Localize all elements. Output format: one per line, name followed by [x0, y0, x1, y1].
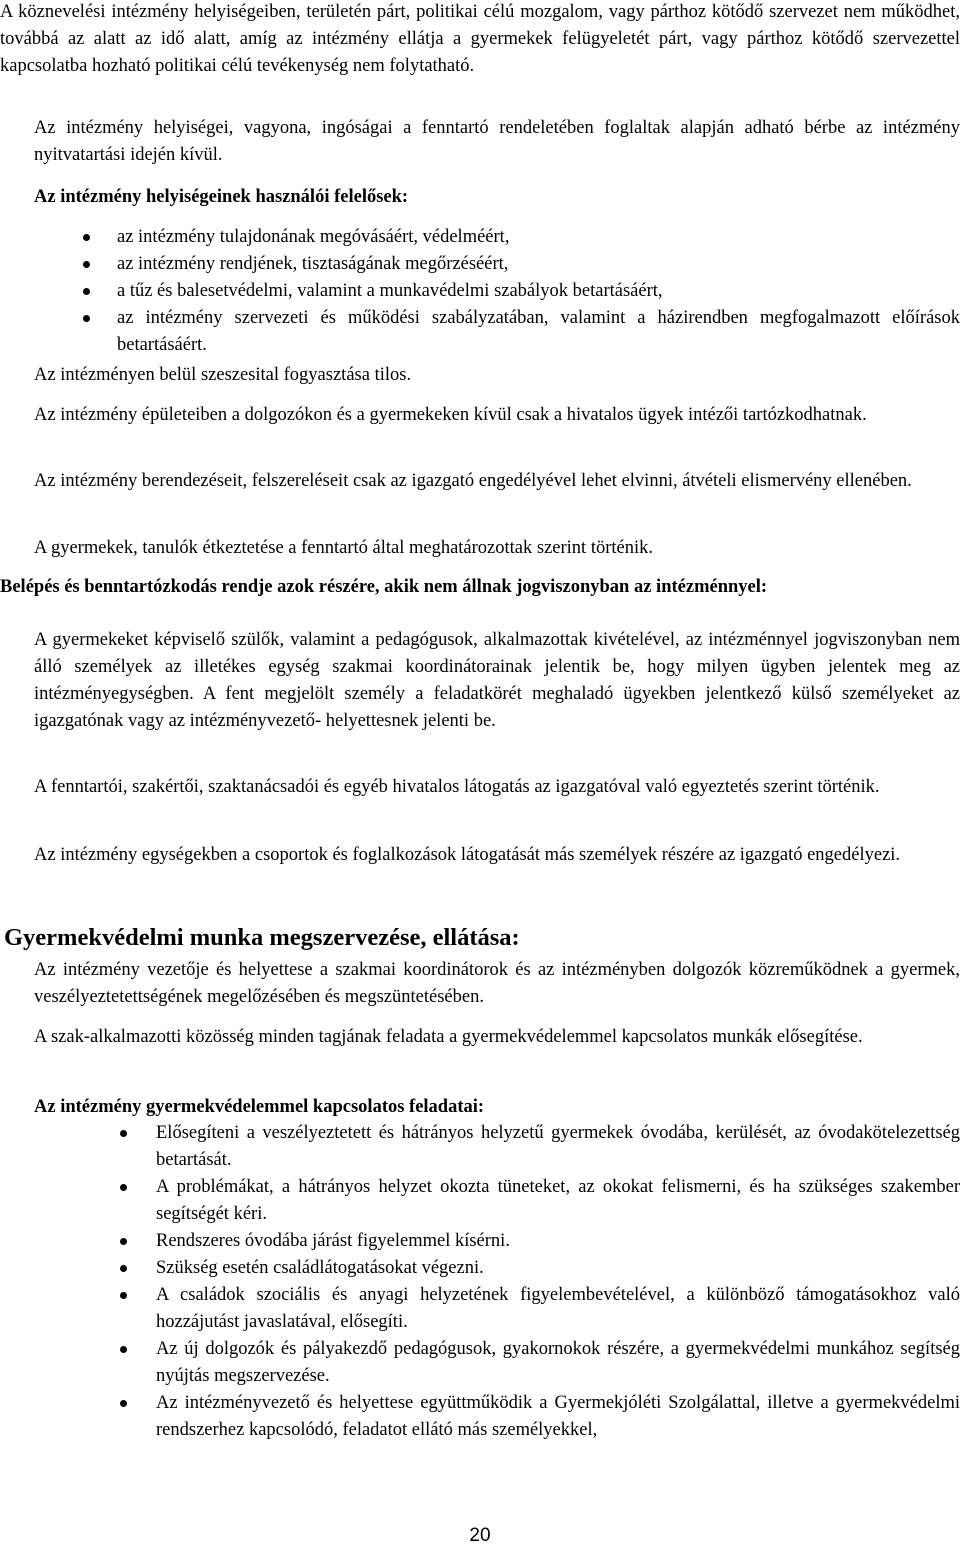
paragraph-visitors: Az intézmény épületeiben a dolgozókon és a gyermekeken kívül csak a hivatalos ügyek intézői tartózkodhatnak. — [34, 405, 867, 425]
list-item: Az intézményvezető és helyettese együttműködik a Gyermekjóléti Szolgálattal, illetve a gyermekvédelmi rendszerhez kapcsolódó, feladatot ellátó más személyekkel, — [0, 1390, 960, 1444]
paragraph-child-protection-leaders: Az intézmény vezetője és helyettese a szakmai koordinátorok és az intézményben dolgozók közreműködnek a gyermek, veszélyeztetettségének megelőzésében és megszüntetésében. — [34, 960, 960, 1007]
list-item: A problémákat, a hátrányos helyzet okozta tüneteket, az okokat felismerni, és ha szükséges szakember segítségét kéri. — [0, 1174, 960, 1228]
child-protection-tasks-list — [0, 1120, 960, 1444]
list-item: az intézmény tulajdonának megóvásáért, védelméért, — [0, 224, 960, 251]
responsibilities-list — [0, 224, 960, 359]
list-item: az intézmény szervezeti és működési szabályzatában, valamint a házirendben megfogalmazott előírások betartásáért. — [0, 305, 960, 359]
heading-users-responsible: Az intézmény helyiségeinek használói felelősek: — [34, 187, 409, 207]
heading-entry-rules: Belépés és benntartózkodás rendje azok részére, akik nem állnak jogviszonyban az intézménnyel: — [0, 577, 768, 597]
list-item: Rendszeres óvodába járást figyelemmel kísérni. — [0, 1228, 960, 1255]
paragraph-non-members: A gyermekeket képviselő szülők, valamint a pedagógusok, alkalmazottak kivételével, az intézménnyel jogviszonyban nem álló személyek az illetékes egység szakmai koordinátorainak jelentik be, hogy milyen ügyben jelentek meg az intézményegységben. A fent megjelölt személy a feladatkörét meghaladó ügyekben jelentkező külső személyeket az igazgatónak vagy az intézményvezető- helyettesnek jelenti be. — [34, 630, 960, 731]
list-item: A családok szociális és anyagi helyzetének figyelembevételével, a különböző támogatásokhoz való hozzájutást javaslatával, elősegíti. — [0, 1282, 960, 1336]
list-item: Szükség esetén családlátogatásokat végezni. — [0, 1255, 960, 1282]
paragraph-equipment: Az intézmény berendezéseit, felszereléseit csak az igazgató engedélyével lehet elvinni, átvételi elismervény ellenében. — [34, 471, 912, 491]
heading-child-protection-tasks: Az intézmény gyermekvédelemmel kapcsolatos feladatai: — [34, 1097, 485, 1117]
list-item: Az új dolgozók és pályakezdő pedagógusok, gyakornokok részére, a gyermekvédelmi munkához segítség nyújtás megszervezése. — [0, 1336, 960, 1390]
paragraph-staff-duty: A szak-alkalmazotti közösség minden tagjának feladata a gyermekvédelemmel kapcsolatos munkák elősegítése. — [34, 1027, 863, 1047]
list-item: az intézmény rendjének, tisztaságának megőrzéséért, — [0, 251, 960, 278]
paragraph-meals: A gyermekek, tanulók étkeztetése a fenntartó által meghatározottak szerint történik. — [34, 538, 653, 558]
paragraph-official-visits: A fenntartói, szakértői, szaktanácsadói és egyéb hivatalos látogatás az igazgatóval való egyeztetés szerint történik. — [34, 777, 880, 797]
page-number: 20 — [469, 1525, 491, 1546]
list-item: a tűz és balesetvédelmi, valamint a munkavédelmi szabályok betartásáért, — [0, 278, 960, 305]
section-title: Gyermekvédelmi munka megszervezése, ellátása: — [4, 924, 520, 951]
paragraph-rental: Az intézmény helyiségei, vagyona, ingóságai a fenntartó rendeletében foglaltak alapján adható bérbe az intézmény nyitvatartási idején kívül. — [34, 118, 960, 165]
paragraph-alcohol: Az intézményen belül szeszesital fogyasztása tilos. — [34, 365, 412, 385]
list-item: Elősegíteni a veszélyeztetett és hátrányos helyzetű gyermekek óvodába, kerülését, az óvodakötelezettség betartását. — [0, 1120, 960, 1174]
paragraph-political-activity: A köznevelési intézmény helyiségeiben, területén párt, politikai célú mozgalom, vagy párthoz kötődő szervezet nem működhet, továbbá az alatt az idő alatt, amíg az intézmény ellátja a gyermekek felügyeletét párt, vagy párthoz kötődő szervezettel kapcsolatba hozható politikai célú tevékenység nem folytatható. — [0, 2, 960, 76]
paragraph-group-visits: Az intézmény egységekben a csoportok és foglalkozások látogatását más személyek részére az igazgató engedélyezi. — [34, 845, 901, 865]
